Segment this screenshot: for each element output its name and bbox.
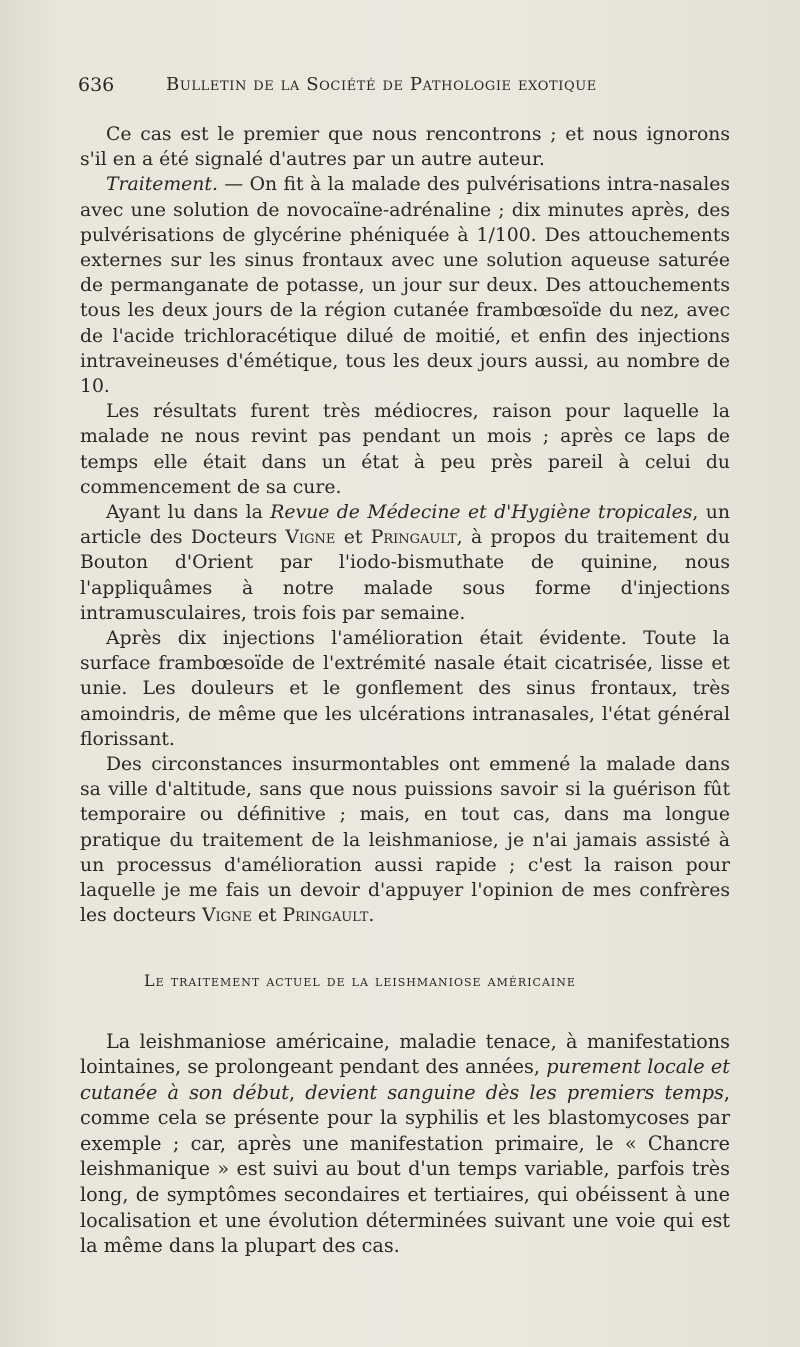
running-head: Bulletin de la Société de Pathologie exotique [166,74,597,95]
page-number: 636 [78,74,115,96]
paragraph-improvement [80,626,730,752]
emphasis-text: devient sanguine dès les premiers temps [305,1080,724,1104]
journal-title: Revue de Médecine et d'Hygiène tropicales [270,502,693,524]
treatment-label: Traitement. [106,174,218,196]
paragraph-text: , un article des Docteurs [80,502,730,549]
author-name: Vigne [201,905,252,927]
paragraph-text: Des circonstances insurmontables ont emmené la malade dans sa ville d'altitude, sans que nous puissions savoir si la guérison fût temporaire ou définitive ; mais, en tout cas, dans ma longue pratique du traitement de la leishmaniose, je n'ai jamais assisté à un processus d'amélioration aussi rapide ; c'est la raison pour laquelle je me fais un devoir d'appuyer l'opinion de mes confrères les docteurs [80,754,730,927]
paragraph-case-note [80,122,730,172]
paragraph-text: et [335,527,371,549]
paragraph-treatment [80,172,730,399]
section-heading: Le traitement actuel de la leishmaniose américaine [144,970,576,990]
emphasis-text: purement locale et cutanée à son début [80,1055,730,1104]
page-header [78,74,730,102]
paragraph-american-leishmaniasis [80,1029,730,1259]
paragraph-text: Ayant lu dans la [106,502,271,524]
paragraph-text: Après dix injections l'amélioration était évidente. Toute la surface frambœsoïde de l'extrémité nasale était cicatrisée, lisse et unie. Les douleurs et le gonflement des sinus frontaux, très amoindris, de même que les ulcérations intranasales, l'état général florissant. [80,628,730,750]
paragraph-text: , [288,1080,306,1104]
author-name: Pringault [282,905,369,927]
paragraph-text: , comme cela se présente pour la syphilis et les blastomycoses par exemple ; car, après une manifestation primaire, le « Chancre leishmanique » est suivi au bout d'un temps variable, parfois très long, de symptômes secondaires et tertiaires, qui obéissent à une localisation et une évolution déterminées suivant une voie qui est la même dans la plupart des cas. [80,1080,730,1258]
author-name: Vigne [285,527,336,549]
paragraph-iodo-bismuthate [80,500,730,626]
paragraph-results [80,399,730,500]
body-text [80,122,730,1259]
paragraph-text: , à propos du traitement du Bouton d'Orient par l'iodo-bismuthate de quinine, nous l'appliquâmes à notre malade sous forme d'injections intramusculaires, trois fois par semaine. [80,527,730,624]
paragraph-text: Ce cas est le premier que nous rencontrons ; et nous ignorons s'il en a été signalé d'autres par un autre auteur. [80,124,730,171]
author-name: Pringault [370,527,457,549]
paragraph-conclusion [80,752,730,928]
paragraph-text: et [251,905,283,927]
paragraph-text: . [368,905,375,927]
paragraph-text: La leishmaniose américaine, maladie tenace, à manifestations lointaines, se prolongeant pendant des années, [80,1029,730,1079]
paragraph-text: — On fit à la malade des pulvérisations intra-nasales avec une solution de novocaïne-adrénaline ; dix minutes après, des pulvérisations de glycérine phéniquée à 1/100. Des attouchements externes sur les sinus frontaux avec une solution aqueuse saturée de permanganate de potasse, un jour sur deux. Des attouchements tous les deux jours de la région cutanée frambœsoïde du nez, avec de l'acide trichloracétique dilué de moitié, et enfin des injections intraveineuses d'émétique, tous les deux jours aussi, au nombre de 10. [80,174,730,398]
paragraph-text: Les résultats furent très médiocres, raison pour laquelle la malade ne nous revint pas pendant un mois ; après ce laps de temps elle était dans un état à peu près pareil à celui du commencement de sa cure. [80,401,730,498]
